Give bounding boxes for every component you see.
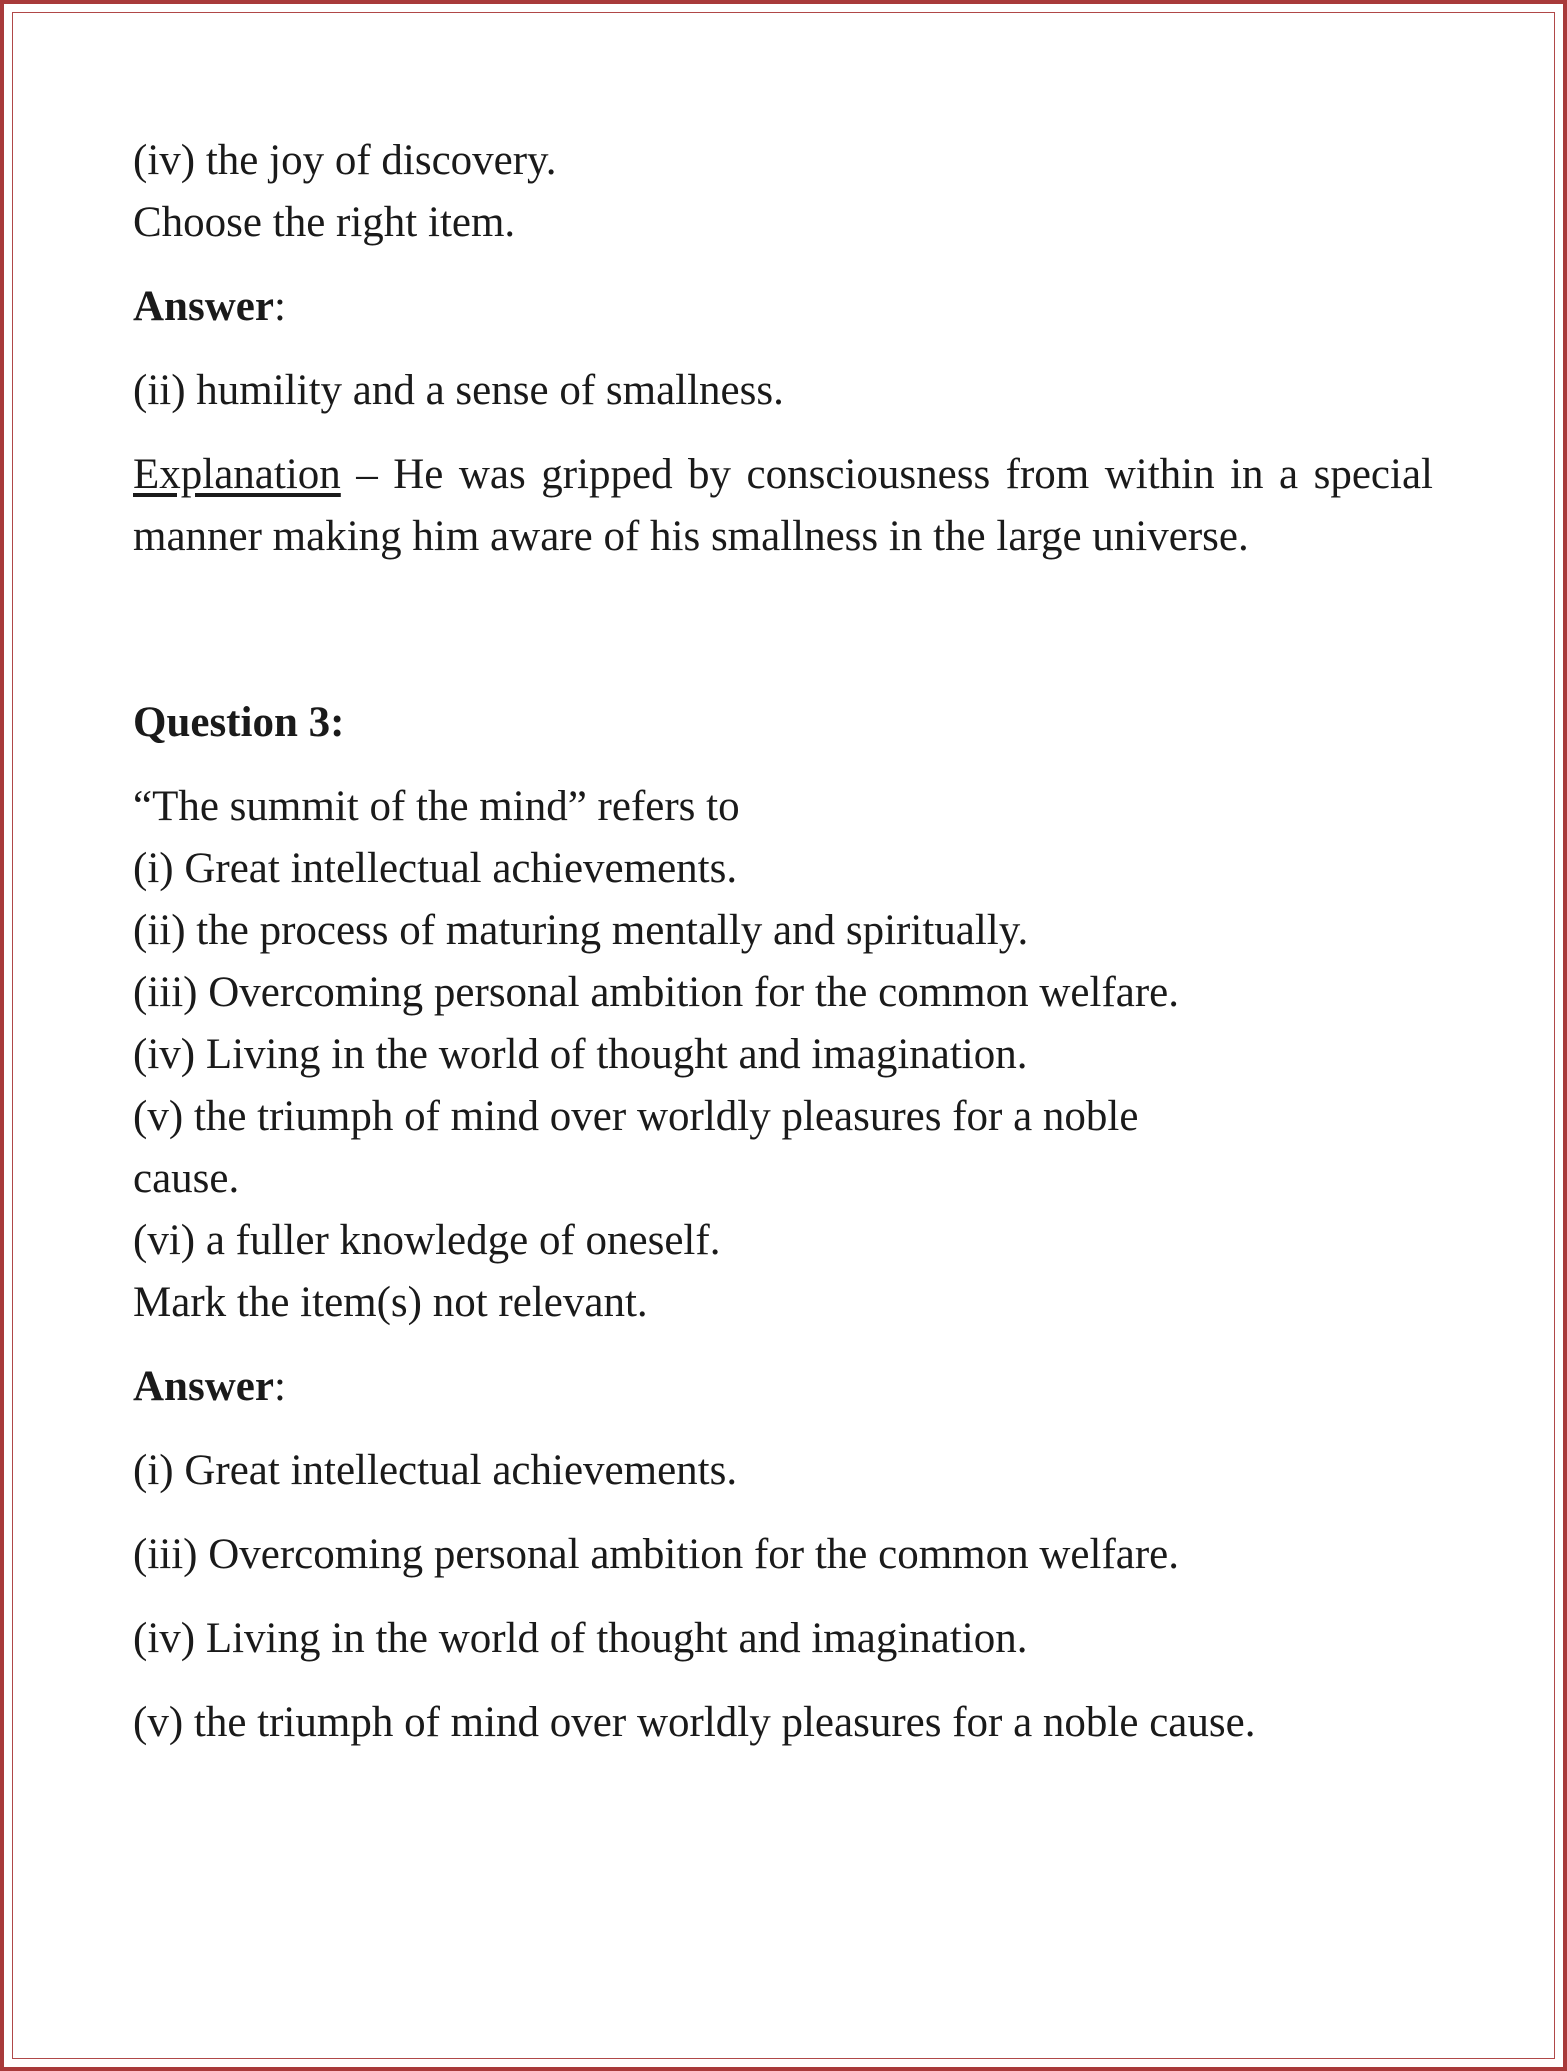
question-3-answer: (i) Great intellectual achievements. bbox=[133, 1447, 738, 1494]
question-3-answer-heading bbox=[133, 1356, 1433, 1418]
question-3-option: (vi) a fuller knowledge of oneself. bbox=[133, 1217, 721, 1264]
question-3-option: (v) the triumph of mind over worldly pleasures for a noble bbox=[133, 1093, 1139, 1140]
question-3-answer: (v) the triumph of mind over worldly pleasures for a noble cause. bbox=[133, 1699, 1256, 1746]
answer-label: Answer bbox=[133, 1363, 274, 1410]
question-3-heading: Question 3: bbox=[133, 699, 345, 746]
question-3-option: (i) Great intellectual achievements. bbox=[133, 845, 738, 892]
question-3-answer: (iii) Overcoming personal ambition for the common welfare. bbox=[133, 1531, 1180, 1578]
prev-answer-heading bbox=[133, 276, 1433, 338]
question-3-option: cause. bbox=[133, 1155, 240, 1202]
question-3-option: (ii) the process of maturing mentally and spiritually. bbox=[133, 907, 1029, 954]
question-3-answer: (iv) Living in the world of thought and imagination. bbox=[133, 1615, 1028, 1662]
question-3-instruction: Mark the item(s) not relevant. bbox=[133, 1279, 648, 1326]
question-3-option: (iv) Living in the world of thought and imagination. bbox=[133, 1031, 1028, 1078]
question-3-option: (iii) Overcoming personal ambition for the common welfare. bbox=[133, 969, 1180, 1016]
explanation-text: – He was gripped by consciousness from within in a special manner making him aware of his smallness in the large universe. bbox=[133, 451, 1433, 560]
prev-answer-text: (ii) humility and a sense of smallness. bbox=[133, 367, 784, 414]
question-3-prompt: “The summit of the mind” refers to bbox=[133, 783, 740, 830]
explanation-label: Explanation bbox=[133, 451, 341, 498]
document-body bbox=[133, 130, 1433, 1754]
prev-instruction: Choose the right item. bbox=[133, 199, 516, 246]
answer-colon: : bbox=[273, 283, 286, 330]
prev-explanation bbox=[133, 444, 1433, 568]
answer-label: Answer bbox=[133, 283, 274, 330]
answer-colon: : bbox=[273, 1363, 286, 1410]
prev-option-iv: (iv) the joy of discovery. bbox=[133, 137, 557, 184]
